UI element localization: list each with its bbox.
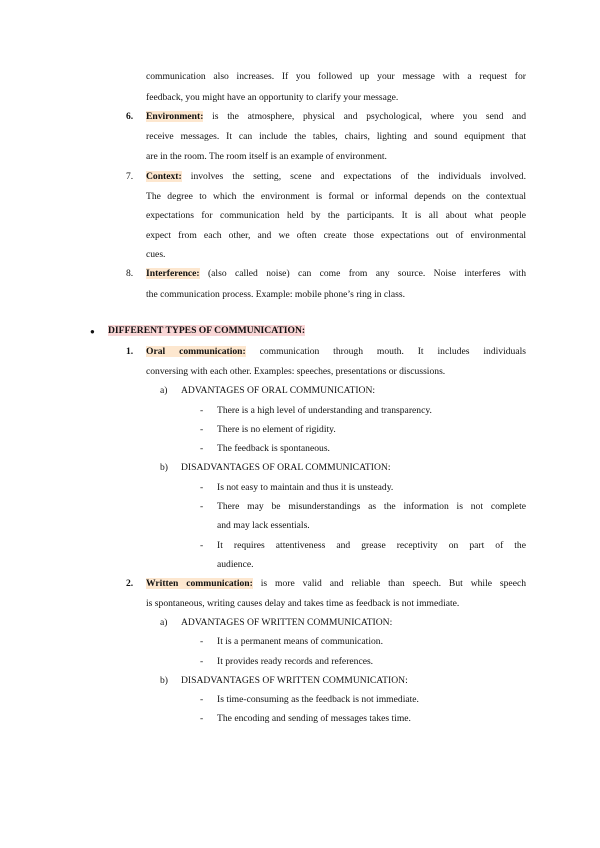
list-point-continued: and may lack essentials. [217, 520, 310, 531]
list-number: 1. [126, 346, 134, 357]
dash-marker: - [200, 636, 204, 647]
paragraph-line: expectations for communication held by the participants. It is all about what people [146, 210, 526, 221]
term-context: Context: [146, 171, 182, 182]
list-point-continued: audience. [217, 559, 254, 570]
list-point: Is not easy to maintain and thus it is unsteady. [217, 482, 394, 493]
term-written-communication: Written communication: [146, 578, 253, 589]
subheading-disadvantages-oral: DISADVANTAGES OF ORAL COMMUNICATION: [181, 462, 391, 473]
paragraph-line: expect from each other, and we often create those expectations out of environmental [146, 230, 526, 241]
paragraph-line: is more valid and reliable than speech. But while speech [260, 578, 527, 589]
section-heading: DIFFERENT TYPES OF COMMUNICATION: [108, 325, 306, 336]
dash-marker: - [200, 656, 204, 667]
list-point: The encoding and sending of messages takes time. [217, 713, 411, 724]
paragraph-line: receive messages. It can include the tables, chairs, lighting and sound equipment that [146, 131, 526, 142]
list-number: 6. [126, 111, 134, 122]
paragraph-line: cues. [146, 249, 166, 260]
paragraph-line: feedback, you might have an opportunity to clarify your message. [146, 92, 399, 103]
list-number: 2. [126, 578, 134, 589]
paragraph-line: the communication process. Example: mobile phone’s ring in class. [146, 289, 405, 300]
sub-marker: a) [160, 617, 168, 628]
list-point: It provides ready records and references. [217, 656, 374, 667]
list-point: There may be misunderstandings as the information is not complete [217, 501, 526, 512]
subheading-disadvantages-written: DISADVANTAGES OF WRITTEN COMMUNICATION: [181, 675, 408, 686]
term-environment: Environment: [146, 111, 204, 122]
sub-marker: a) [160, 385, 168, 396]
dash-marker: - [200, 424, 204, 435]
list-point: There is a high level of understanding and transparency. [217, 405, 432, 416]
dash-marker: - [200, 501, 204, 512]
subheading-advantages-written: ADVANTAGES OF WRITTEN COMMUNICATION: [181, 617, 393, 628]
list-point: Is time-consuming as the feedback is not immediate. [217, 694, 419, 705]
paragraph-line: conversing with each other. Examples: speeches, presentations or discussions. [146, 366, 446, 377]
list-item-written [146, 578, 526, 590]
list-item-context [146, 171, 526, 183]
term-oral-communication: Oral communication: [146, 346, 246, 357]
list-point: It is a permanent means of communication. [217, 636, 383, 647]
paragraph-line: is the atmosphere, physical and psychological, where you send and [212, 111, 526, 122]
sub-marker: b) [160, 462, 168, 473]
list-number: 8. [126, 268, 134, 279]
paragraph-line: communication also increases. If you followed up your message with a request for [146, 71, 526, 82]
paragraph-line: The degree to which the environment is formal or informal depends on the contextual [146, 191, 526, 202]
dash-marker: - [200, 540, 204, 551]
list-item-oral [146, 346, 526, 358]
bullet-icon: ● [90, 327, 95, 336]
dash-marker: - [200, 405, 204, 416]
paragraph-line: (also called noise) can come from any source. Noise interferes with [207, 268, 526, 279]
list-point: The feedback is spontaneous. [217, 443, 330, 454]
term-interference: Interference: [146, 268, 200, 279]
paragraph-line: involves the setting, scene and expectations of the individuals involved. [190, 171, 526, 182]
paragraph-line: are in the room. The room itself is an example of environment. [146, 151, 387, 162]
paragraph-line: is spontaneous, writing causes delay and takes time as feedback is not immediate. [146, 598, 460, 609]
list-point: There is no element of rigidity. [217, 424, 336, 435]
sub-marker: b) [160, 675, 168, 686]
dash-marker: - [200, 482, 204, 493]
subheading-advantages-oral: ADVANTAGES OF ORAL COMMUNICATION: [181, 385, 376, 396]
dash-marker: - [200, 713, 204, 724]
list-item-environment [146, 111, 526, 123]
list-number: 7. [126, 171, 134, 182]
dash-marker: - [200, 694, 204, 705]
dash-marker: - [200, 443, 204, 454]
list-item-interference [146, 268, 526, 280]
list-point: It requires attentiveness and grease receptivity on part of the [217, 540, 526, 551]
paragraph-line: communication through mouth. It includes individuals [259, 346, 527, 357]
